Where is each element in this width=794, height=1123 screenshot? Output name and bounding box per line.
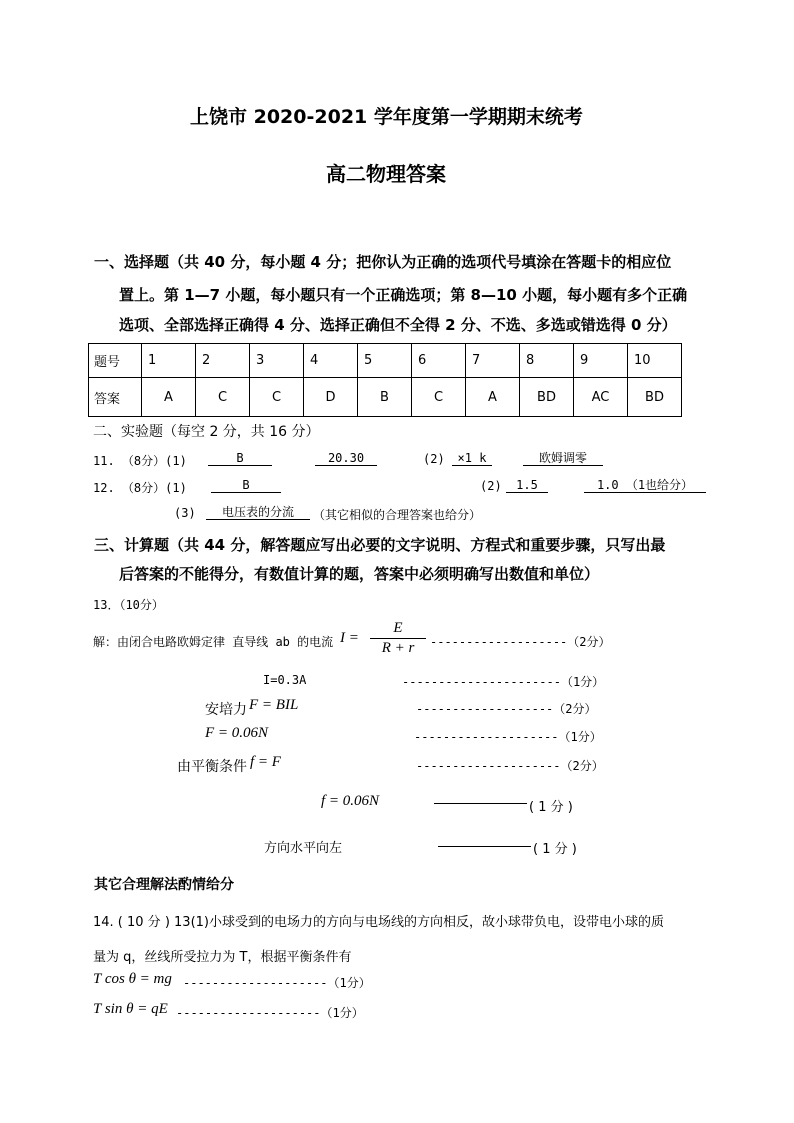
table-cell: 5 xyxy=(358,344,412,378)
q11-answer-2: 20.30 xyxy=(315,451,377,466)
q12-part3-label: (3) xyxy=(174,506,196,520)
exam-title: 上饶市 2020-2021 学年度第一学期期末统考 xyxy=(190,106,583,128)
q14-line1: 14. ( 10 分 ) 13(1)小球受到的电场力的方向与电场线的方向相反，故小球带负电，设带电小球的质 xyxy=(93,915,664,930)
q12-label: 12. （8分）(1) xyxy=(93,481,187,495)
table-cell: 6 xyxy=(412,344,466,378)
table-cell: 3 xyxy=(250,344,304,378)
page-title: 高二物理答案 xyxy=(326,162,446,186)
table-cell: BD xyxy=(520,378,574,417)
answer-line xyxy=(434,803,527,804)
q12-answer-4: 电压表的分流 xyxy=(206,505,310,520)
table-row-numbers xyxy=(89,344,682,378)
q14-score-1: --------------------（1分） xyxy=(183,976,371,990)
q12-answer-3: 1.0 （1也给分） xyxy=(584,478,706,493)
q13-eq-ampere: F = BIL xyxy=(249,697,299,713)
q12-part2-label: (2) xyxy=(480,479,502,493)
table-cell: 7 xyxy=(466,344,520,378)
q13-balance-label: 由平衡条件 xyxy=(177,759,247,775)
table-cell: C xyxy=(250,378,304,417)
q11-answer-1: B xyxy=(208,451,272,466)
table-header-answer: 答案 xyxy=(89,378,142,417)
table-cell: B xyxy=(358,378,412,417)
table-header-question: 题号 xyxy=(89,344,142,378)
q13-score-6: ( 1 分 ) xyxy=(529,800,573,815)
table-cell: 10 xyxy=(628,344,682,378)
table-cell: BD xyxy=(628,378,682,417)
q12-note: （其它相似的合理答案也给分） xyxy=(313,508,482,522)
section1-heading-line2: 置上。第 1—7 小题，每小题只有一个正确选项；第 8—10 小题，每小题有多个正确 xyxy=(119,286,688,304)
table-cell: AC xyxy=(574,378,628,417)
section2-heading: 二、实验题（每空 2 分，共 16 分） xyxy=(93,424,320,440)
q12-answer-2: 1.5 xyxy=(506,478,548,493)
q13-ampere-label: 安培力 xyxy=(205,702,247,718)
fraction-numerator: E xyxy=(393,620,403,636)
section1-heading-line3: 选项、全部选择正确得 4 分、选择正确但不全得 2 分、不选、多选或错选得 0 分） xyxy=(119,316,677,334)
q13-eq-friction: f = 0.06N xyxy=(321,793,380,809)
q13-other-methods: 其它合理解法酌情给分 xyxy=(94,877,234,893)
q13-score-4: --------------------（1分） xyxy=(414,730,602,744)
q13-direction: 方向水平向左 xyxy=(264,841,343,856)
table-cell: D xyxy=(304,378,358,417)
table-cell: C xyxy=(412,378,466,417)
q14-line2: 量为 q，丝线所受拉力为 T，根据平衡条件有 xyxy=(93,950,352,965)
q11-part2-label: (2) xyxy=(423,452,445,466)
q11-answer-3: ×1 k xyxy=(452,451,492,466)
section1-heading-line1: 一、选择题（共 40 分，每小题 4 分；把你认为正确的选项代号填涂在答题卡的相应位 xyxy=(94,253,672,271)
q12-answer-1: B xyxy=(211,478,281,493)
table-cell: A xyxy=(142,378,196,417)
answer-table xyxy=(88,343,682,417)
fraction-bar xyxy=(370,638,426,639)
table-cell: 2 xyxy=(196,344,250,378)
section3-heading-line2: 后答案的不能得分，有数值计算的题，答案中必须明确写出数值和单位） xyxy=(119,565,600,583)
q13-current-value: I=0.3A xyxy=(263,673,307,687)
q14-eq2: T sin θ = qE xyxy=(93,1001,168,1017)
q13-fraction xyxy=(368,620,428,657)
q13-eq-balance: f = F xyxy=(250,754,281,770)
q11-answer-4: 欧姆调零 xyxy=(523,451,603,466)
table-cell: C xyxy=(196,378,250,417)
q14-eq1: T cos θ = mg xyxy=(93,971,172,987)
q13-score-3: -------------------（2分） xyxy=(416,702,597,716)
q13-score-2: ----------------------（1分） xyxy=(402,675,605,689)
q13-label: 13．（10分） xyxy=(93,598,164,612)
table-cell: 4 xyxy=(304,344,358,378)
table-cell: 1 xyxy=(142,344,196,378)
q13-score-5: --------------------（2分） xyxy=(416,759,604,773)
q13-solution-intro: 解：由闭合电路欧姆定律 直导线 ab 的电流 xyxy=(93,635,334,649)
table-row-answers xyxy=(89,378,682,417)
q14-score-2: --------------------（1分） xyxy=(176,1006,364,1020)
q11-label: 11. （8分）(1) xyxy=(93,454,187,468)
q13-score-1: -------------------（2分） xyxy=(430,635,611,649)
table-cell: A xyxy=(466,378,520,417)
answer-line xyxy=(438,846,531,847)
q13-eq-force-value: F = 0.06N xyxy=(205,725,269,741)
q13-score-7: ( 1 分 ) xyxy=(533,842,577,857)
table-cell: 8 xyxy=(520,344,574,378)
table-cell: 9 xyxy=(574,344,628,378)
section3-heading-line1: 三、计算题（共 44 分，解答题应写出必要的文字说明、方程式和重要步骤，只写出最 xyxy=(94,536,666,554)
fraction-denominator: R + r xyxy=(381,640,415,656)
q13-eq-current: I = xyxy=(340,630,359,646)
